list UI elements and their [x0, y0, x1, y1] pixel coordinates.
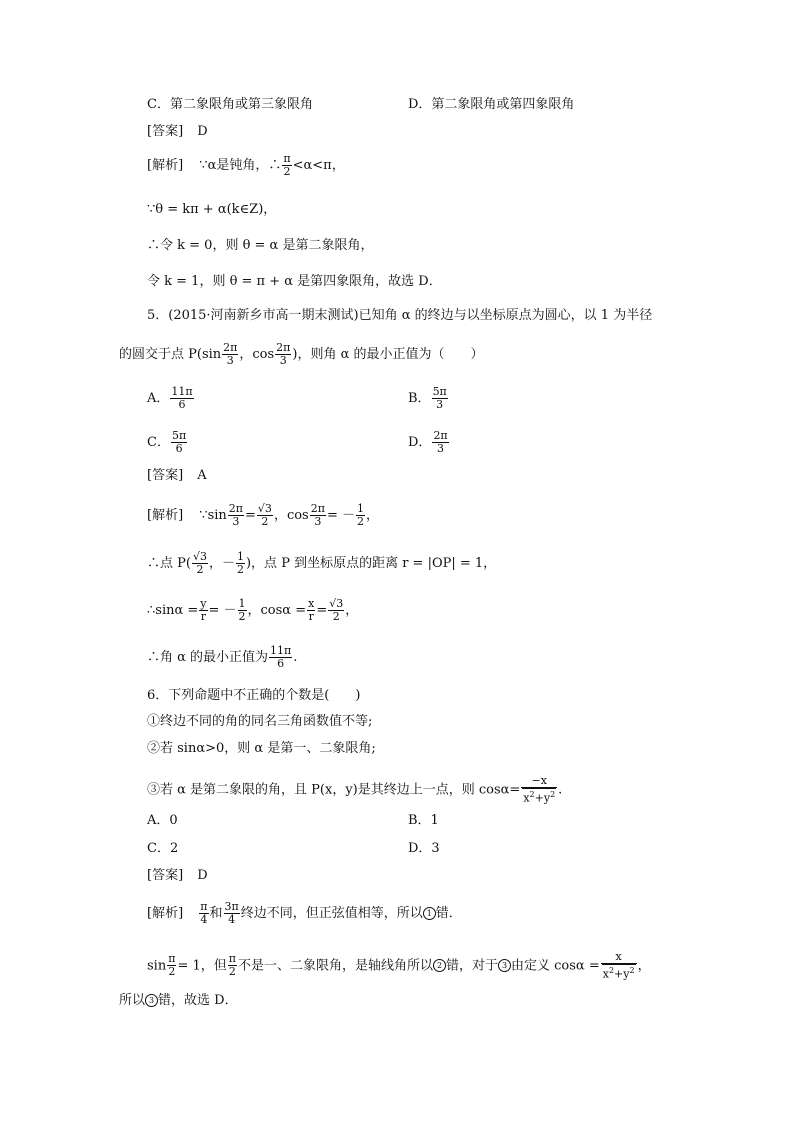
q6-stem: 6．下列命题中不正确的个数是( ): [147, 688, 361, 703]
q5-analysis-line-1: [解析] ∵sin $\frac{2\pi}{3}$ = $\frac{√3}{2}$ ，cos $\frac{2\pi}{3}$ = － $\frac{1}{2}$ ，: [147, 502, 379, 528]
q4-option-d: D．第二象限角或第四象限角: [408, 97, 575, 112]
q5-option-c: C． $\frac{5\pi}{6}$: [147, 429, 187, 455]
q6-proposition-3: ③若 α 是第二象限的角，且 P(x，y)是其终边上一点，则 cosα= $\frac{-x}{x^2+y^2}$ .: [147, 774, 563, 805]
answer-value: D: [197, 124, 208, 139]
q4-analysis-line-2: ∵θ = kπ + α(k∈Z)，: [147, 202, 277, 217]
q5-option-b: B． $\frac{5\pi}{3}$: [408, 385, 447, 411]
q6-proposition-1: ①终边不同的角的同名三角函数值不等;: [147, 714, 373, 729]
answer-label: [答案]: [147, 124, 184, 139]
q6-analysis-line-2: sin $\frac{\pi}{2}$ = 1，但 $\frac{\pi}{2}$ 不是一、二象限角，是轴线角所以 2 错，对于 3 由定义 cosα = $\frac{x}{x^2+y^2}$ ，: [147, 950, 651, 981]
q6-option-c: C．2: [147, 841, 179, 856]
analysis-label: [解析]: [147, 508, 184, 523]
radical: $x^2+y^2$: [602, 966, 635, 981]
q6-analysis-line-1: [解析] $\frac{\pi}{4}$ 和 $\frac{3\pi}{4}$ 终边不同，但正弦值相等，所以 1 错．: [147, 900, 462, 926]
answer-label: [答案]: [147, 868, 184, 883]
q6-answer: [147, 866, 208, 886]
circled-number: 1: [423, 907, 436, 920]
answer-value: A: [197, 468, 207, 483]
analysis-label: [解析]: [147, 906, 184, 921]
q4-option-c: C．第二象限角或第三象限角: [147, 97, 313, 112]
q6-analysis-line-3: 所以 3 错，故选 D．: [119, 993, 238, 1008]
q6-option-a: A．0: [147, 813, 178, 828]
q6-option-b: B．1: [408, 813, 439, 828]
q5-stem-line-2: 的圆交于点 P(sin $\frac{2\pi}{3}$ ，cos $\frac{2\pi}{3}$ )，则角 α 的最小正值为（ ）: [119, 341, 484, 367]
q5-option-d: D． $\frac{2\pi}{3}$: [408, 429, 448, 455]
q5-analysis-line-3: ∴sinα = $\frac{y}{r}$ = － $\frac{1}{2}$ ，cosα = $\frac{x}{r}$ = $\frac{√3}{2}$ ，: [147, 597, 359, 623]
answer-value: D: [197, 868, 208, 883]
q4-analysis-line-1: [解析] ∵α是钝角，∴ $\frac{\pi}{2}$ <α<π，: [147, 152, 345, 178]
q4-analysis-line-4: 令 k = 1，则 θ = π + α 是第四象限角，故选 D．: [147, 274, 442, 289]
circled-number: 3: [498, 959, 511, 972]
radical: $x^2+y^2$: [523, 790, 556, 805]
q6-proposition-2: ②若 sinα>0，则 α 是第一、二象限角;: [147, 741, 376, 756]
analysis-label: [解析]: [147, 158, 184, 173]
q6-option-d: D．3: [408, 841, 440, 856]
circled-number: 2: [433, 959, 446, 972]
q5-analysis-line-2: ∴点 P( $\frac{√3}{2}$ ，－ $\frac{1}{2}$ )，点 P 到坐标原点的距离 r = |OP| = 1，: [147, 550, 497, 576]
circled-number: 3: [145, 994, 158, 1007]
q5-answer: [147, 466, 207, 486]
fraction: $\frac{\pi}{2}$: [283, 152, 291, 178]
q4-analysis-line-3: ∴令 k = 0，则 θ = α 是第二象限角，: [147, 238, 374, 253]
q4-answer: [147, 122, 208, 142]
q5-stem-line-1: 5．(2015·河南新乡市高一期末测试)已知角 α 的终边与以坐标原点为圆心，以 1 为半径: [147, 308, 653, 323]
q5-option-a: A． $\frac{11\pi}{6}$: [147, 385, 193, 411]
answer-label: [答案]: [147, 468, 184, 483]
q5-analysis-line-4: ∴角 α 的最小正值为 $\frac{11\pi}{6}$ .: [147, 644, 298, 670]
